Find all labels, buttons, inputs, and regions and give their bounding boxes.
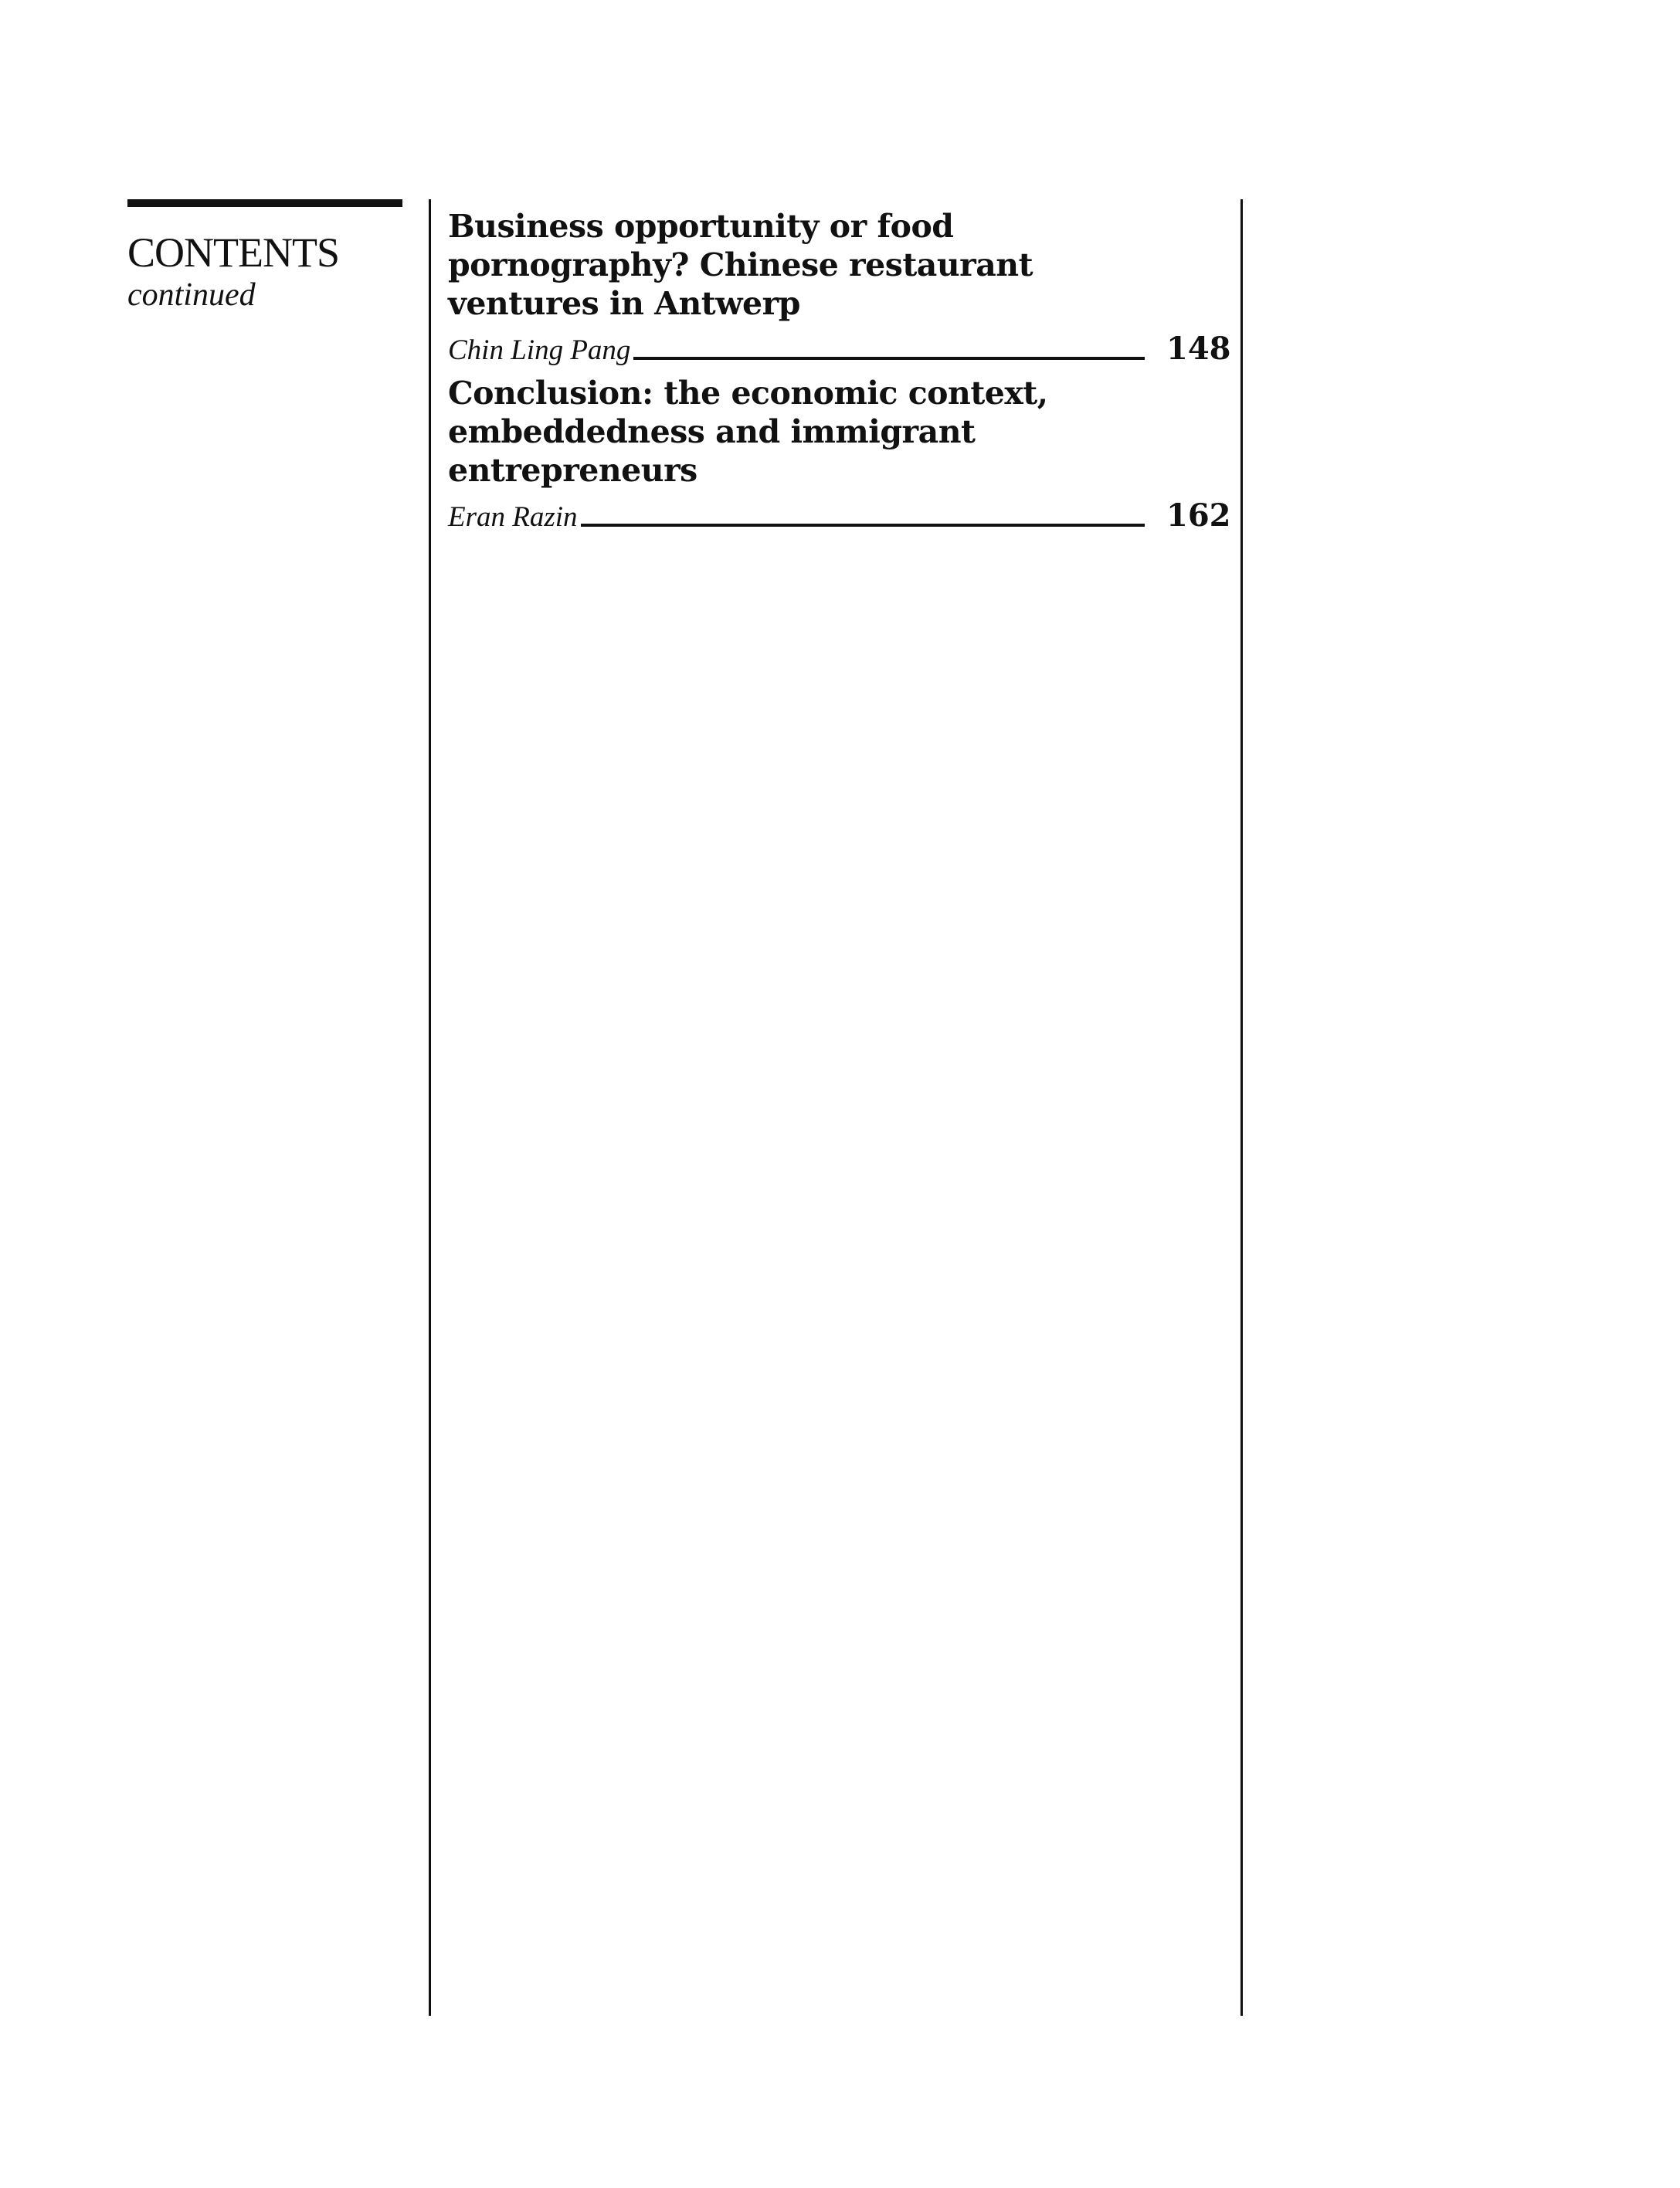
toc-entry-leader-rule: [633, 357, 1145, 360]
toc-list: [448, 207, 1231, 541]
toc-entry-title[interactable]: Business opportunity or food pornography? Chinese restaurant ventures in Antwerp: [448, 208, 1033, 322]
right-column-rule: [1240, 199, 1243, 2016]
contents-subtitle: continued: [127, 277, 256, 313]
header-rule: [127, 199, 402, 207]
toc-entry-title[interactable]: Conclusion: the economic context, embeddedness and immigrant entrepreneurs: [448, 375, 1048, 489]
toc-entry[interactable]: [448, 207, 1231, 368]
toc-entry-page[interactable]: 148: [1166, 331, 1231, 367]
toc-entry-author-line: [448, 493, 1231, 534]
toc-entry-author-line: [448, 326, 1231, 368]
toc-entry[interactable]: [448, 374, 1231, 534]
toc-entry-leader-rule: [581, 524, 1145, 527]
contents-title: CONTENTS: [127, 229, 339, 276]
toc-entry-page[interactable]: 162: [1166, 497, 1231, 534]
left-column-rule: [429, 199, 431, 2016]
toc-entry-author: Chin Ling Pang: [448, 334, 631, 366]
toc-entry-author: Eran Razin: [448, 501, 578, 533]
